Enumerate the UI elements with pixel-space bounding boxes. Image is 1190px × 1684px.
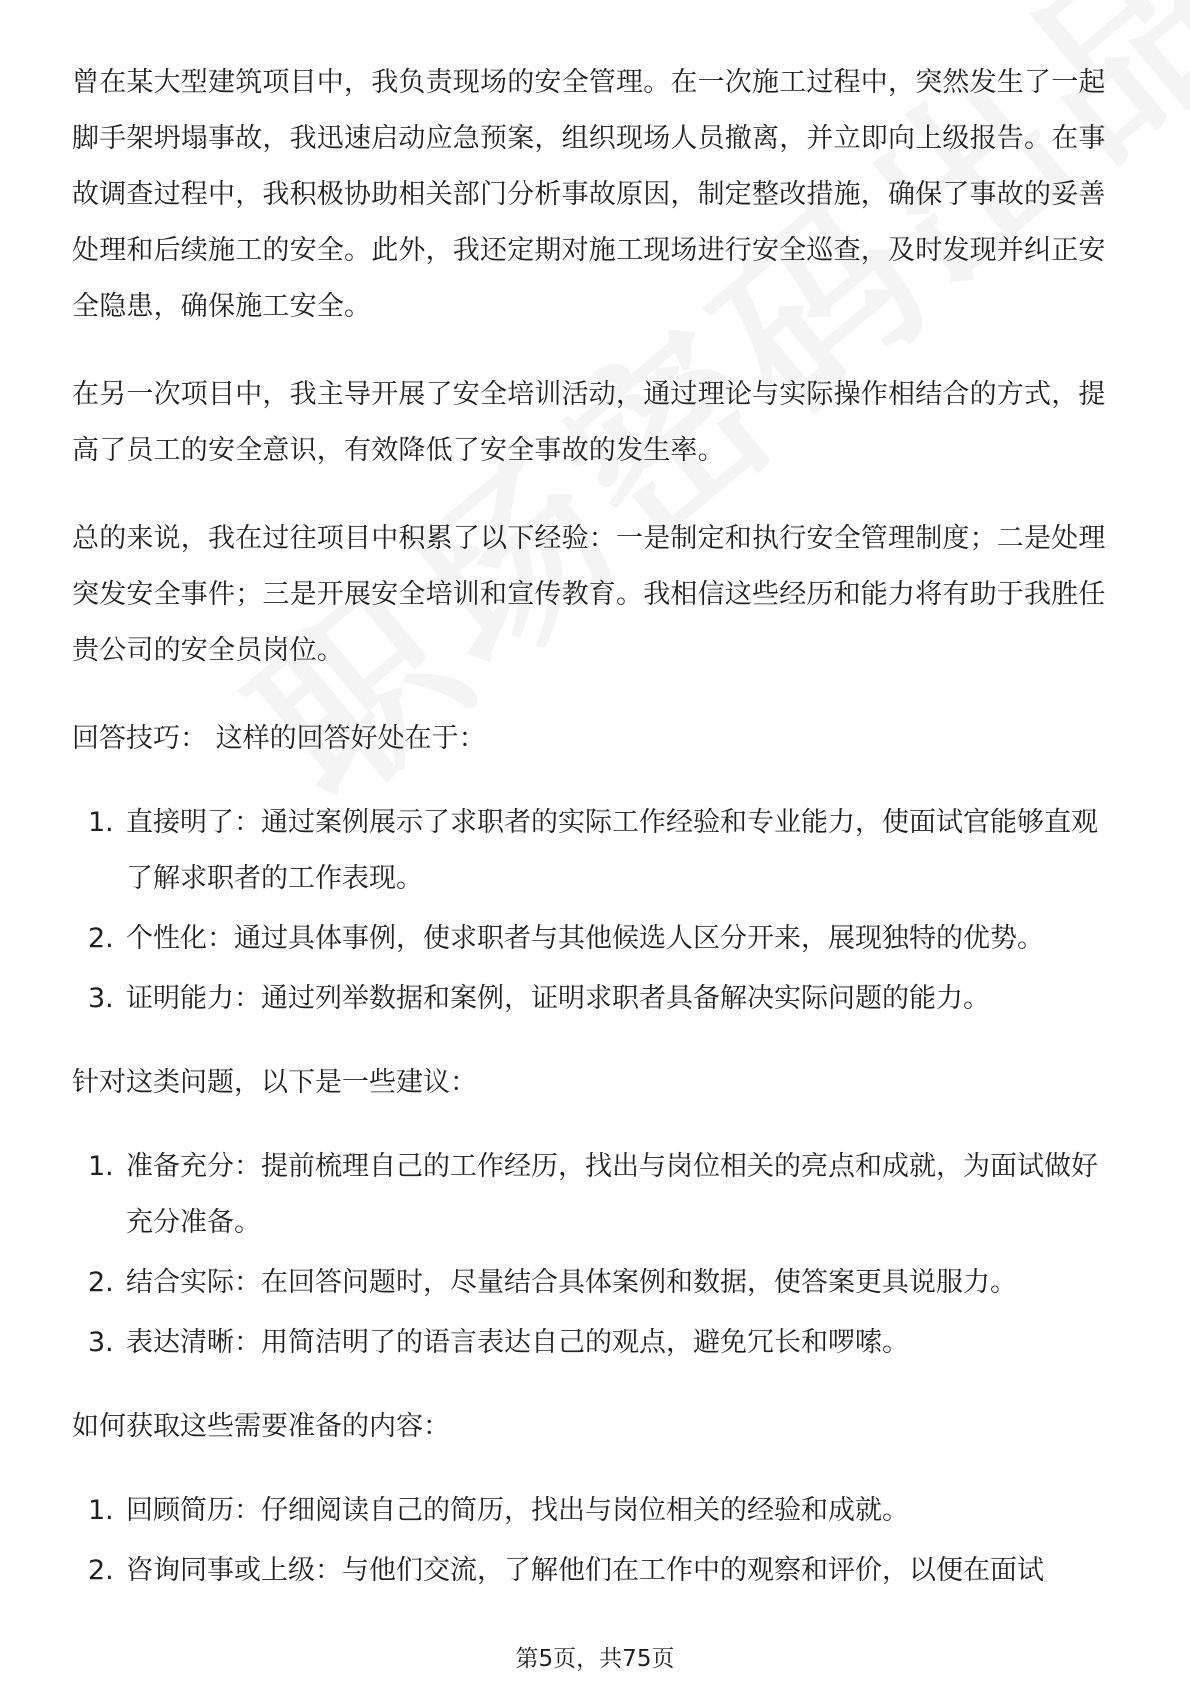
list-item-text: 准备充分：提前梳理自己的工作经历，找出与岗位相关的亮点和成就，为面试做好充分准备。: [126, 1151, 1098, 1238]
list-item-text: 个性化：通过具体事例，使求职者与其他候选人区分开来，展现独特的优势。: [126, 923, 1044, 954]
document-body: [72, 55, 1122, 1627]
page-number-footer: 第5页，共75页: [515, 1646, 675, 1672]
list-item: [72, 795, 1122, 907]
list-item-text: 直接明了：通过案例展示了求职者的实际工作经验和专业能力，使面试官能够直观了解求职者的工作表现。: [126, 807, 1098, 894]
list-item-text: 表达清晰：用简洁明了的语言表达自己的观点，避免冗长和啰嗦。: [126, 1327, 909, 1358]
list-item-text: 咨询同事或上级：与他们交流，了解他们在工作中的观察和评价，以便在面试: [126, 1555, 1044, 1586]
paragraph-summary: 总的来说，我在过往项目中积累了以下经验：一是制定和执行安全管理制度；二是处理突发安全事件；三是开展安全培训和宣传教育。我相信这些经历和能力将有助于我胜任贵公司的安全员岗位。: [72, 523, 1106, 666]
list-item-text: 证明能力：通过列举数据和案例，证明求职者具备解决实际问题的能力。: [126, 983, 990, 1014]
list-item: [72, 911, 1122, 967]
list-number: 1.: [88, 1495, 114, 1526]
section-heading-preparation: 如何获取这些需要准备的内容：: [72, 1411, 450, 1442]
list-item: [72, 1255, 1122, 1311]
list-number: 2.: [88, 1267, 114, 1298]
list-number: 2.: [88, 1555, 114, 1586]
paragraph-experience: 曾在某大型建筑项目中，我负责现场的安全管理。在一次施工过程中，突然发生了一起脚手架坍塌事故，我迅速启动应急预案，组织现场人员撤离，并立即向上级报告。在事故调查过程中，我积极协助相关部门分析事故原因，制定整改措施，确保了事故的妥善处理和后续施工的安全。此外，我还定期对施工现场进行安全巡查，及时发现并纠正安全隐患，确保施工安全。: [72, 67, 1106, 322]
list-number: 2.: [88, 923, 114, 954]
list-item: [72, 1315, 1122, 1371]
preparation-list: [72, 1483, 1122, 1599]
list-number: 3.: [88, 1327, 114, 1358]
list-number: 3.: [88, 983, 114, 1014]
list-item: [72, 1543, 1122, 1599]
list-item: [72, 1139, 1122, 1251]
list-item: [72, 971, 1122, 1027]
tips-list: [72, 795, 1122, 1027]
list-item-text: 结合实际：在回答问题时，尽量结合具体案例和数据，使答案更具说服力。: [126, 1267, 1017, 1298]
list-item-text: 回顾简历：仔细阅读自己的简历，找出与岗位相关的经验和成就。: [126, 1495, 909, 1526]
paragraph-training: 在另一次项目中，我主导开展了安全培训活动，通过理论与实际操作相结合的方式，提高了员工的安全意识，有效降低了安全事故的发生率。: [72, 379, 1106, 466]
section-heading-tips: 回答技巧： 这样的回答好处在于：: [72, 723, 486, 754]
advice-list: [72, 1139, 1122, 1371]
section-heading-advice: 针对这类问题，以下是一些建议：: [72, 1067, 477, 1098]
list-number: 1.: [88, 1151, 114, 1182]
list-item: [72, 1483, 1122, 1539]
list-number: 1.: [88, 807, 114, 838]
